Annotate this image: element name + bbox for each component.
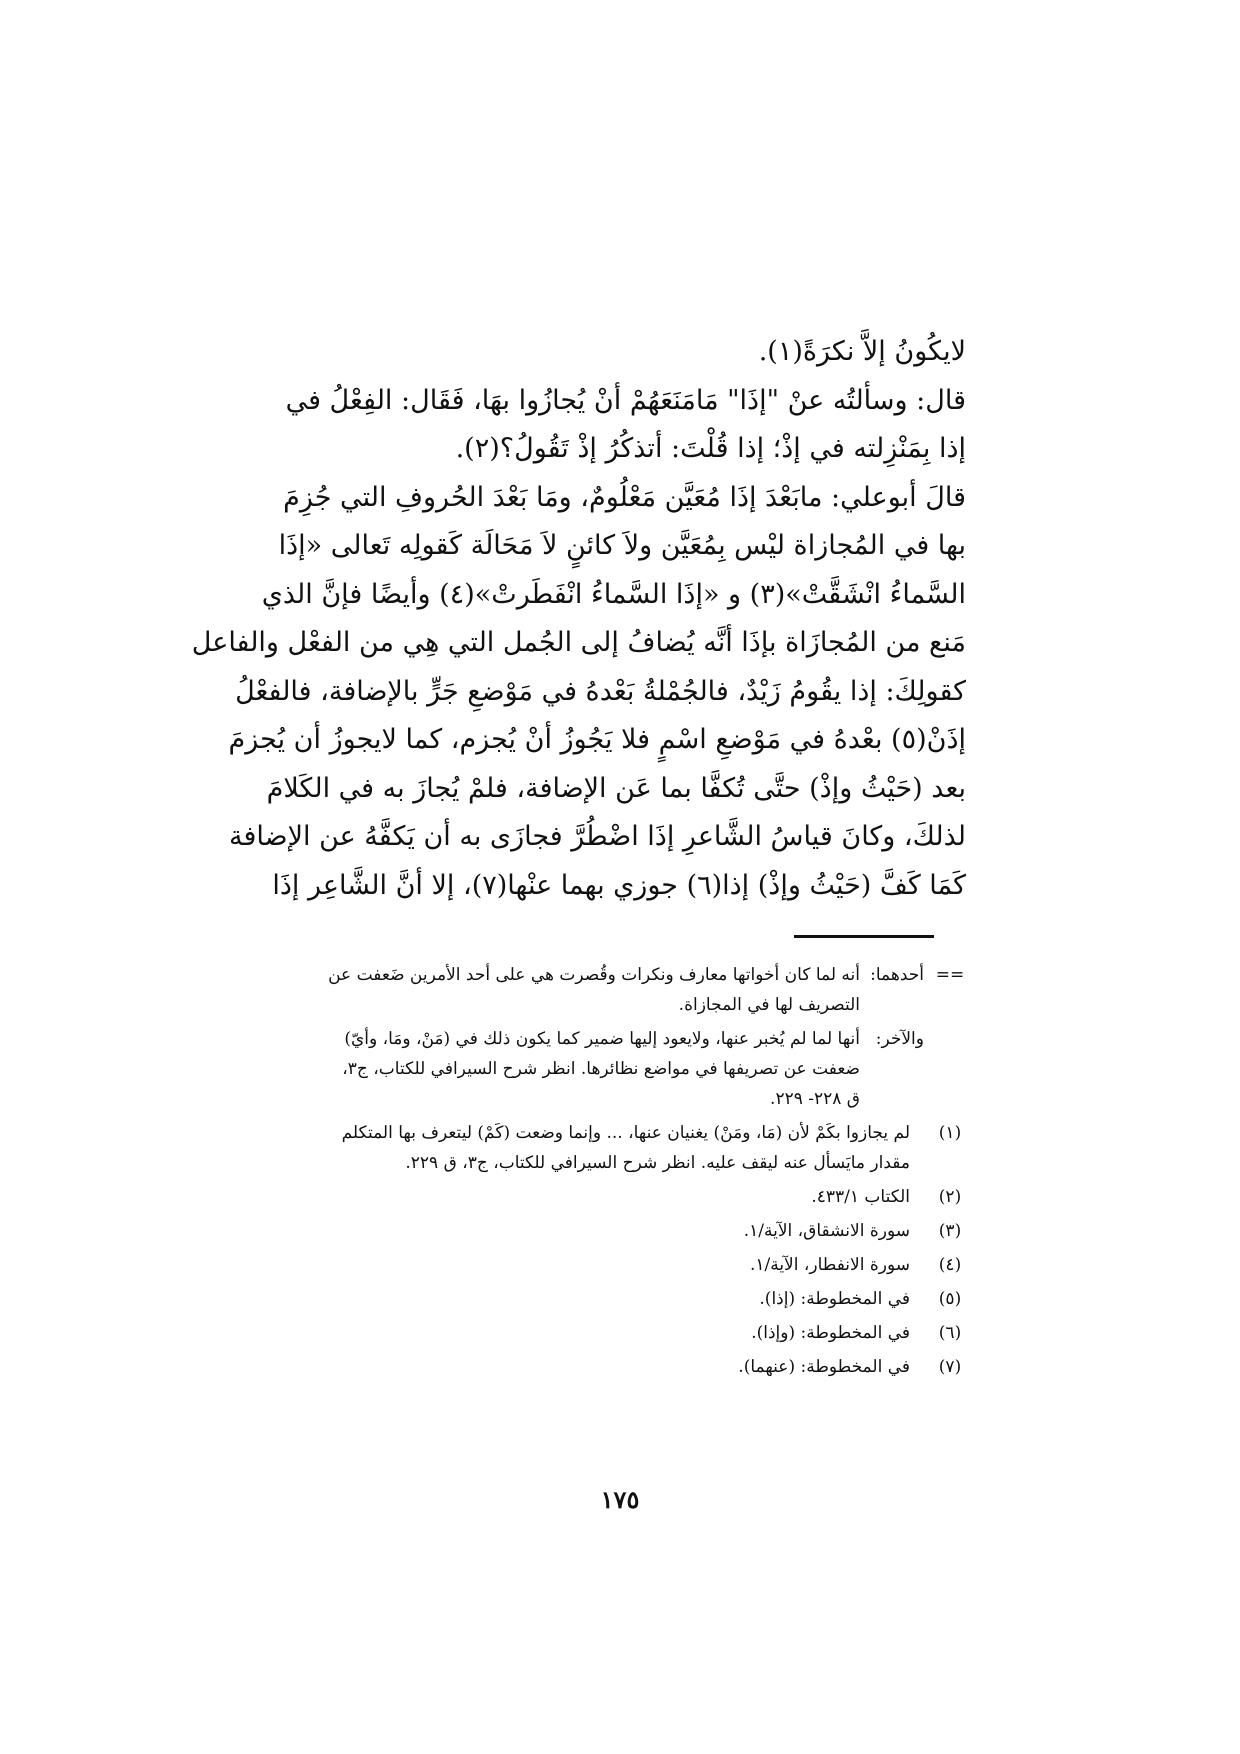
main-text-body (191, 328, 966, 910)
text-line: مَنع من المُجازَاة بإذَا أنَّه يُضافُ إلى الجُمل التي هِي من الفعْل والفاعل (191, 627, 966, 658)
footnote-1 (280, 1118, 970, 1178)
page-number: ١٧٥ (600, 1485, 640, 1514)
footnote-line: ق ٢٢٨- ٢٢٩. (770, 1089, 860, 1109)
continuation-marker: == (935, 965, 965, 985)
footnote-6 (280, 1318, 970, 1348)
text-line: لذلكَ، وكانَ قياسُ الشَّاعرِ إذَا اضْطُرَّ فجازَى به أن يَكفَّهُ عن الإضافة (229, 821, 966, 852)
text-line: كقولِكَ: إذا يقُومُ زَيْدٌ، فالجُمْلةُ بَعْدهُ في مَوْضعِ جَرٍّ بالإضافة، فالفعْلُ (235, 675, 966, 707)
footnote-3 (280, 1216, 970, 1246)
footnote-line: سورة الانشقاق، الآية/١. (743, 1221, 910, 1241)
footnote-number: (٢) (938, 1187, 962, 1207)
footnote-line: ضعفت عن تصريفها في مواضع نظائرها. انظر شرح السيرافي للكتاب، ج٣، (342, 1059, 860, 1079)
footnote-7 (280, 1352, 970, 1382)
text-line: لايكُونُ إلاَّ نكرَةً(١). (758, 336, 966, 367)
footnote-number: (٤) (938, 1255, 962, 1275)
footnote-line: لم يجازوا بكَمْ لأن (مَا، ومَنْ) يغنيان عنها، ... وإنما وضعت (كَمْ) ليتعرف بها المتكلم (341, 1123, 910, 1143)
footnote-label: والآخر: (875, 1029, 924, 1049)
footnote-continuation-first (280, 960, 970, 1020)
footnote-number: (٧) (938, 1357, 962, 1377)
footnote-number: (١) (938, 1123, 962, 1143)
footnote-line: أنها لما لم يُخبر عنها، ولايعود إليها ضمير كما يكون ذلك في (مَنْ، ومَا، وأيّ) (344, 1029, 860, 1049)
footnotes (280, 960, 970, 1386)
footnote-line: في المخطوطة: (عنهما). (738, 1357, 910, 1377)
footnote-line: أنه لما كان أخواتها معارف ونكرات وقُصرت هي على أحد الأمرين ضَعفت عن (328, 965, 860, 985)
text-line: السَّماءُ انْشَقَّتْ»(٣) و «إذَا السَّماءُ انْفَطَرتْ»(٤) وأيضًا فإنَّ الذي (261, 578, 966, 610)
text-line: بها في المُجازاة ليْس بِمُعَيَّن ولاَ كائنٍ لاَ مَحَالَة كَقولِه تَعالى «إذَا (278, 530, 966, 561)
footnote-2 (280, 1182, 970, 1212)
text-line: بعد (حَيْثُ وإذْ) حتَّى تُكفَّا بما عَن الإضافة، فلمْ يُجازَ به في الكَلامَ (266, 772, 966, 804)
footnote-line: التصريف لها في المجازاة. (678, 995, 860, 1015)
footnote-label: أحدهما: (870, 965, 924, 985)
footnote-number: (٣) (938, 1221, 962, 1241)
footnote-number: (٥) (938, 1289, 962, 1309)
text-line: قالَ أبوعلي: مابَعْدَ إذَا مُعَيَّن مَعْلُومٌ، ومَا بَعْدَ الحُروفِ التي جُزِمَ (283, 481, 966, 513)
text-line: قال: وسألتُه عنْ "إذَا" مَامَنَعَهُمْ أنْ يُجازُوا بهَا، فَقَال: الفِعْلُ في (285, 384, 966, 416)
footnote-5 (280, 1284, 970, 1314)
footnote-line: في المخطوطة: (وإذا). (751, 1323, 910, 1343)
footnote-line: الكتاب ٤٣٣/١. (811, 1187, 910, 1207)
footnote-line: سورة الانفطار، الآية/١. (749, 1255, 910, 1275)
text-line: كَمَا كَفَّ (حَيْثُ وإذْ) إذا(٦) جوزي بهما عنْها(٧)، إلا أنَّ الشَّاعِر إذَا (272, 869, 966, 901)
text-line: إذَنْ(٥) بعْدهُ في مَوْضعِ اسْمٍ فلا يَجُوزُ أنْ يُجزم، كما لايجوزُ أن يُجزمَ (228, 724, 966, 755)
footnote-number: (٦) (938, 1323, 962, 1343)
text-line: إذا بِمَنْزِلته في إذْ؛ إذا قُلْتَ: أتذكُرُ إذْ تَقُولُ؟(٢). (455, 433, 966, 464)
footnote-4 (280, 1250, 970, 1280)
footnote-line: مقدار مايَسأل عنه ليقف عليه. انظر شرح السيرافي للكتاب، ج٣، ق ٢٢٩. (405, 1153, 910, 1173)
footnote-line: في المخطوطة: (إذا). (759, 1289, 910, 1309)
footnote-separator (794, 935, 934, 938)
footnote-continuation-second (280, 1024, 970, 1114)
